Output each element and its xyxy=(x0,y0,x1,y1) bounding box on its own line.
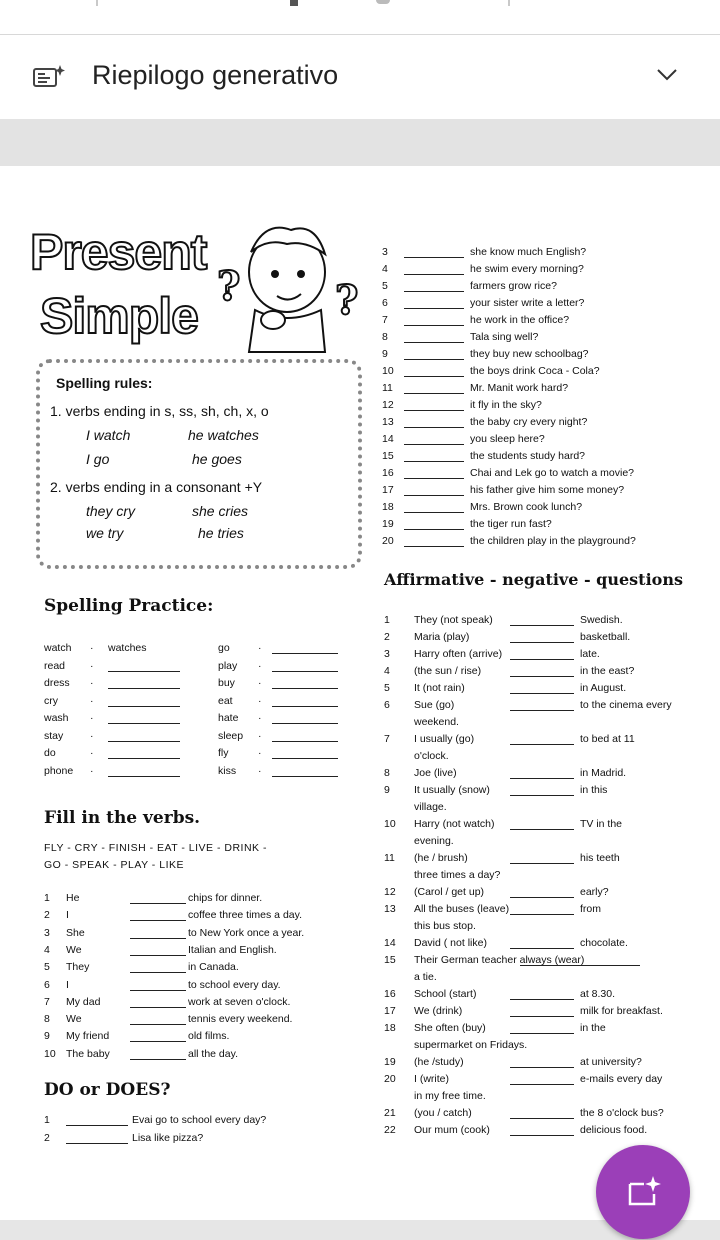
answer-blank[interactable] xyxy=(404,399,464,411)
question-number: 9 xyxy=(382,348,388,360)
answer-blank[interactable] xyxy=(108,695,180,707)
question-text: he swim every morning? xyxy=(470,263,584,275)
practice-dot: · xyxy=(258,677,262,689)
answer-blank[interactable] xyxy=(404,518,464,530)
affneg-number: 6 xyxy=(384,699,390,711)
affneg-rest: in this xyxy=(580,784,608,796)
answer-blank[interactable] xyxy=(510,937,574,949)
question-number: 13 xyxy=(382,416,394,428)
fill-subject: We xyxy=(66,1013,82,1026)
practice-verb: wash xyxy=(44,712,69,724)
practice-dot: · xyxy=(90,642,94,654)
top-strip xyxy=(0,0,720,35)
practice-verb: eat xyxy=(218,694,233,707)
affneg-rest: delicious food. xyxy=(580,1124,648,1136)
affneg-rest: chocolate. xyxy=(580,937,628,949)
question-number: 14 xyxy=(382,433,394,445)
answer-blank[interactable] xyxy=(510,1107,574,1119)
fill-number: 8 xyxy=(44,1013,50,1026)
question-text: farmers grow rice? xyxy=(470,280,557,292)
affneg-number: 8 xyxy=(384,767,390,779)
affneg-number: 15 xyxy=(384,954,396,966)
question-number: 15 xyxy=(382,450,394,462)
question-text: Tala sing well? xyxy=(470,331,539,343)
ai-summary-icon xyxy=(33,64,69,92)
svg-text:?: ? xyxy=(335,277,359,324)
fill-text: all the day. xyxy=(188,1047,239,1060)
fill-number: 9 xyxy=(44,1030,50,1043)
affneg-rest: in Madrid. xyxy=(580,767,627,779)
answer-blank[interactable] xyxy=(130,944,186,956)
fill-subject: He xyxy=(66,892,80,904)
answer-blank[interactable] xyxy=(130,996,186,1008)
practice-dot: · xyxy=(90,677,94,689)
affneg-number: 13 xyxy=(384,903,396,915)
practice-verb: kiss xyxy=(218,764,237,777)
answer-blank[interactable] xyxy=(66,1132,128,1144)
question-text: the boys drink Coca - Cola? xyxy=(470,365,600,377)
worksheet-title-line1: Present xyxy=(30,224,207,280)
answer-blank[interactable] xyxy=(510,648,574,660)
answer-blank[interactable] xyxy=(510,682,574,694)
practice-dot: · xyxy=(90,764,94,777)
affneg-prompt: Joe (live) xyxy=(414,767,457,779)
answer-blank[interactable] xyxy=(272,712,338,724)
spelling-heading: Spelling rules: xyxy=(56,375,153,391)
answer-blank[interactable] xyxy=(510,614,574,626)
affneg-prompt: All the buses (leave) xyxy=(414,903,510,915)
answer-blank[interactable] xyxy=(404,365,464,377)
question-number: 6 xyxy=(382,297,388,309)
question-text: Lisa like pizza? xyxy=(132,1132,204,1144)
answer-blank[interactable] xyxy=(130,892,186,904)
affneg-prompt: David ( not like) xyxy=(414,937,487,949)
question-number: 18 xyxy=(382,501,394,513)
svg-text:?: ? xyxy=(217,263,241,310)
answer-blank[interactable] xyxy=(520,954,640,966)
answer-blank[interactable] xyxy=(510,699,574,711)
answer-blank[interactable] xyxy=(272,765,338,777)
fill-number: 2 xyxy=(44,909,50,922)
summary-title: Riepilogo generativo xyxy=(92,60,339,90)
rule-1-example: I go xyxy=(86,451,110,467)
answer-blank[interactable] xyxy=(404,416,464,428)
question-number: 4 xyxy=(382,263,388,275)
affneg-rest: TV in the xyxy=(580,818,623,830)
practice-answer: watches xyxy=(108,642,147,654)
answer-blank[interactable] xyxy=(510,767,574,779)
rule-2: 2. verbs ending in a consonant +Y xyxy=(50,479,263,495)
chevron-down-icon[interactable] xyxy=(656,68,678,82)
affneg-prompt: (Carol / get up) xyxy=(414,886,485,898)
affneg-prompt: (he /study) xyxy=(414,1056,464,1068)
practice-verb: stay xyxy=(44,729,64,742)
practice-dot: · xyxy=(258,729,262,742)
affneg-number: 16 xyxy=(384,988,396,1000)
question-number: 10 xyxy=(382,365,394,377)
answer-blank[interactable] xyxy=(510,886,574,898)
affneg-rest: in August. xyxy=(580,682,627,694)
affneg-prompt: It (not rain) xyxy=(414,682,465,694)
practice-verb: hate xyxy=(218,712,239,724)
fill-subject: I xyxy=(66,978,69,991)
answer-blank[interactable] xyxy=(510,852,574,864)
rule-1: 1. verbs ending in s, ss, sh, ch, x, o xyxy=(50,403,269,419)
answer-blank[interactable] xyxy=(272,677,338,689)
answer-blank[interactable] xyxy=(510,1056,574,1068)
affneg-prompt: (he / brush) xyxy=(414,852,468,864)
answer-blank[interactable] xyxy=(404,433,464,445)
answer-blank[interactable] xyxy=(404,246,464,258)
question-number: 5 xyxy=(382,280,388,292)
answer-blank[interactable] xyxy=(404,484,464,496)
practice-dot: · xyxy=(258,712,262,724)
affneg-rest: Swedish. xyxy=(580,614,623,626)
fill-text: work at seven o'clock. xyxy=(188,995,291,1008)
fill-verbs-line: GO - SPEAK - PLAY - LIKE xyxy=(44,859,184,871)
fill-text: tennis every weekend. xyxy=(188,1013,293,1026)
question-text: Evai go to school every day? xyxy=(132,1114,267,1126)
affneg-continuation: weekend. xyxy=(414,716,459,728)
answer-blank[interactable] xyxy=(130,979,186,991)
affneg-rest: the 8 o'clock bus? xyxy=(580,1107,664,1119)
question-text: Chai and Lek go to watch a movie? xyxy=(470,467,635,479)
practice-dot: · xyxy=(90,729,94,742)
answer-blank[interactable] xyxy=(510,631,574,643)
question-number: 7 xyxy=(382,314,388,326)
practice-dot: · xyxy=(90,747,94,759)
question-number: 12 xyxy=(382,399,394,411)
practice-dot: · xyxy=(258,764,262,777)
answer-blank[interactable] xyxy=(404,331,464,343)
question-number: 16 xyxy=(382,467,394,479)
rule-1-example: I watch xyxy=(86,427,131,443)
answer-blank[interactable] xyxy=(130,927,186,939)
fill-number: 4 xyxy=(44,943,50,956)
affneg-number: 4 xyxy=(384,665,390,677)
fill-heading: Fill in the verbs. xyxy=(44,808,201,828)
answer-blank[interactable] xyxy=(108,712,180,724)
affneg-rest: milk for breakfast. xyxy=(580,1005,663,1017)
practice-verb: play xyxy=(218,659,238,672)
affneg-number: 2 xyxy=(384,631,390,643)
practice-verb: dress xyxy=(44,677,70,689)
practice-verb: sleep xyxy=(218,729,244,742)
practice-verb: go xyxy=(218,642,230,654)
practice-verb: do xyxy=(44,747,56,759)
answer-blank[interactable] xyxy=(404,382,464,394)
question-text: they buy new schoolbag? xyxy=(470,348,589,360)
affneg-rest: at university? xyxy=(580,1056,642,1068)
question-number: 1 xyxy=(44,1114,50,1126)
answer-blank[interactable] xyxy=(108,747,180,759)
question-text: she know much English? xyxy=(470,246,587,258)
answer-blank[interactable] xyxy=(404,467,464,479)
practice-dot: · xyxy=(258,694,262,707)
affneg-prompt: Their German teacher always (wear) xyxy=(414,954,585,966)
fill-number: 10 xyxy=(44,1047,56,1060)
affneg-number: 5 xyxy=(384,682,390,694)
affneg-number: 21 xyxy=(384,1107,396,1119)
fill-subject: My friend xyxy=(66,1030,110,1043)
affneg-number: 12 xyxy=(384,886,396,898)
affneg-prompt: I (write) xyxy=(414,1073,449,1085)
affneg-prompt: Our mum (cook) xyxy=(414,1124,490,1136)
affneg-number: 11 xyxy=(384,852,395,864)
thinking-boy-illustration xyxy=(205,222,365,362)
fill-number: 7 xyxy=(44,995,50,1008)
tab-indicator-active xyxy=(290,0,298,6)
affneg-prompt: Sue (go) xyxy=(414,699,455,711)
question-number: 11 xyxy=(382,382,393,394)
question-text: Mr. Manit work hard? xyxy=(470,382,569,394)
answer-blank[interactable] xyxy=(510,1124,574,1136)
rule-1-example: he goes xyxy=(192,451,242,467)
answer-blank[interactable] xyxy=(404,297,464,309)
spelling-rules-box xyxy=(36,359,362,569)
answer-blank[interactable] xyxy=(510,988,574,1000)
affneg-number: 9 xyxy=(384,784,390,796)
ai-sparkle-icon xyxy=(626,1174,662,1210)
affneg-rest: early? xyxy=(580,886,609,898)
separator-band xyxy=(0,119,720,166)
practice-verb: phone xyxy=(44,764,74,777)
answer-blank[interactable] xyxy=(108,677,180,689)
dodoes-heading: DO or DOES? xyxy=(44,1080,171,1100)
answer-blank[interactable] xyxy=(130,1048,186,1060)
answer-blank[interactable] xyxy=(510,1022,574,1034)
question-text: he work in the office? xyxy=(470,314,570,326)
affneg-number: 19 xyxy=(384,1056,396,1068)
fill-text: chips for dinner. xyxy=(188,892,263,904)
answer-blank[interactable] xyxy=(404,450,464,462)
affneg-prompt: We (drink) xyxy=(414,1005,463,1017)
answer-blank[interactable] xyxy=(404,535,464,547)
affneg-continuation: o'clock. xyxy=(414,750,449,762)
practice-dot: · xyxy=(258,747,262,759)
affneg-rest: basketball. xyxy=(580,631,631,643)
fill-subject: They xyxy=(66,961,90,974)
tab-indicator xyxy=(376,0,390,4)
fill-subject: I xyxy=(66,909,69,922)
affneg-continuation: supermarket on Fridays. xyxy=(414,1039,528,1051)
answer-blank[interactable] xyxy=(510,903,574,915)
fill-subject: We xyxy=(66,943,82,956)
question-text: the baby cry every night? xyxy=(470,416,588,428)
answer-blank[interactable] xyxy=(130,1013,186,1025)
affneg-number: 22 xyxy=(384,1124,396,1136)
answer-blank[interactable] xyxy=(272,660,338,672)
affneg-number: 7 xyxy=(384,733,390,745)
fill-text: Italian and English. xyxy=(188,943,277,956)
answer-blank[interactable] xyxy=(510,818,574,830)
answer-blank[interactable] xyxy=(510,1005,574,1017)
answer-blank[interactable] xyxy=(510,1073,574,1085)
affneg-continuation: evening. xyxy=(414,835,454,847)
question-number: 2 xyxy=(44,1132,50,1144)
answer-blank[interactable] xyxy=(404,501,464,513)
answer-blank[interactable] xyxy=(510,784,574,796)
question-text: the students study hard? xyxy=(470,450,585,462)
affneg-rest: from xyxy=(580,903,601,915)
fill-number: 1 xyxy=(44,892,50,904)
question-number: 20 xyxy=(382,535,394,547)
answer-blank[interactable] xyxy=(404,280,464,292)
affneg-number: 17 xyxy=(384,1005,396,1017)
affneg-rest: in the east? xyxy=(580,665,635,677)
affneg-heading: Affirmative - negative - questions xyxy=(384,570,683,589)
practice-verb: buy xyxy=(218,677,235,689)
affneg-prompt: Harry (not watch) xyxy=(414,818,495,830)
question-number: 8 xyxy=(382,331,388,343)
affneg-number: 18 xyxy=(384,1022,396,1034)
question-text: Mrs. Brown cook lunch? xyxy=(470,501,583,513)
answer-blank[interactable] xyxy=(66,1114,128,1126)
practice-dot: · xyxy=(90,659,94,672)
fill-subject: The baby xyxy=(66,1047,110,1060)
affneg-rest: in the xyxy=(580,1022,606,1034)
affneg-number: 20 xyxy=(384,1073,396,1085)
rule-2-example: he tries xyxy=(198,525,244,541)
affneg-continuation: in my free time. xyxy=(414,1090,486,1102)
answer-blank[interactable] xyxy=(272,747,338,759)
answer-blank[interactable] xyxy=(108,730,180,742)
affneg-rest: at 8.30. xyxy=(580,988,616,1000)
worksheet-title-line2: Simple xyxy=(40,288,198,344)
tab-indicator xyxy=(508,0,510,6)
affneg-prompt: (you / catch) xyxy=(414,1107,472,1119)
answer-blank[interactable] xyxy=(510,665,574,677)
question-number: 3 xyxy=(382,246,388,258)
answer-blank[interactable] xyxy=(130,961,186,973)
answer-blank[interactable] xyxy=(108,660,180,672)
fill-number: 3 xyxy=(44,926,50,939)
practice-dot: · xyxy=(90,694,94,707)
answer-blank[interactable] xyxy=(130,1030,186,1042)
fill-text: to New York once a year. xyxy=(188,926,305,939)
fill-subject: My dad xyxy=(66,995,101,1008)
affneg-rest: to the cinema every xyxy=(580,699,672,711)
question-text: your sister write a letter? xyxy=(470,297,585,309)
answer-blank[interactable] xyxy=(272,642,338,654)
affneg-rest: late. xyxy=(580,648,600,660)
practice-dot: · xyxy=(258,659,262,672)
answer-blank[interactable] xyxy=(510,733,574,745)
fill-subject: She xyxy=(66,926,85,939)
question-number: 17 xyxy=(382,484,394,496)
tab-indicator xyxy=(96,0,98,6)
affneg-continuation: three times a day? xyxy=(414,869,501,881)
affneg-continuation: a tie. xyxy=(414,971,437,983)
rule-2-example: she cries xyxy=(192,503,249,519)
affneg-rest: his teeth xyxy=(580,852,620,864)
rule-2-example: they cry xyxy=(86,503,136,519)
affneg-number: 3 xyxy=(384,648,390,660)
practice-dot: · xyxy=(258,642,262,654)
affneg-prompt: They (not speak) xyxy=(414,614,493,626)
affneg-number: 1 xyxy=(384,614,390,626)
answer-blank[interactable] xyxy=(404,263,464,275)
affneg-prompt: Harry often (arrive) xyxy=(414,648,503,660)
practice-dot: · xyxy=(90,712,94,724)
affneg-continuation: this bus stop. xyxy=(414,920,476,932)
rule-2-example: we try xyxy=(86,525,124,541)
question-text: it fly in the sky? xyxy=(470,399,542,411)
answer-blank[interactable] xyxy=(130,909,186,921)
answer-blank[interactable] xyxy=(404,348,464,360)
answer-blank[interactable] xyxy=(108,765,180,777)
practice-verb: watch xyxy=(44,642,72,654)
question-text: his father give him some money? xyxy=(470,484,625,496)
affneg-number: 14 xyxy=(384,937,396,949)
affneg-prompt: She often (buy) xyxy=(414,1022,486,1034)
question-text: the tiger run fast? xyxy=(470,518,552,530)
answer-blank[interactable] xyxy=(272,730,338,742)
practice-verb: cry xyxy=(44,694,58,707)
fill-verbs-line: FLY - CRY - FINISH - EAT - LIVE - DRINK - xyxy=(44,842,267,854)
affneg-number: 10 xyxy=(384,818,396,830)
answer-blank[interactable] xyxy=(404,314,464,326)
affneg-rest: to bed at 11 xyxy=(580,733,635,745)
affneg-continuation: village. xyxy=(414,801,447,813)
affneg-rest: e-mails every day xyxy=(580,1073,663,1085)
practice-verb: fly xyxy=(218,747,229,759)
fill-text: old films. xyxy=(188,1030,230,1043)
affneg-prompt: It usually (snow) xyxy=(414,784,490,796)
fill-text: coffee three times a day. xyxy=(188,909,303,922)
affneg-prompt: School (start) xyxy=(414,988,477,1000)
answer-blank[interactable] xyxy=(272,695,338,707)
question-text: the children play in the playground? xyxy=(470,535,636,547)
fill-text: in Canada. xyxy=(188,961,239,974)
affneg-prompt: Maria (play) xyxy=(414,631,470,643)
fill-text: to school every day. xyxy=(188,978,281,991)
practice-heading: Spelling Practice: xyxy=(44,596,214,616)
question-text: you sleep here? xyxy=(470,433,545,445)
question-number: 19 xyxy=(382,518,394,530)
practice-verb: read xyxy=(44,659,66,672)
affneg-prompt: I usually (go) xyxy=(414,733,475,745)
affneg-prompt: (the sun / rise) xyxy=(414,665,482,677)
fill-number: 5 xyxy=(44,961,50,974)
fill-number: 6 xyxy=(44,978,50,991)
rule-1-example: he watches xyxy=(188,427,259,443)
